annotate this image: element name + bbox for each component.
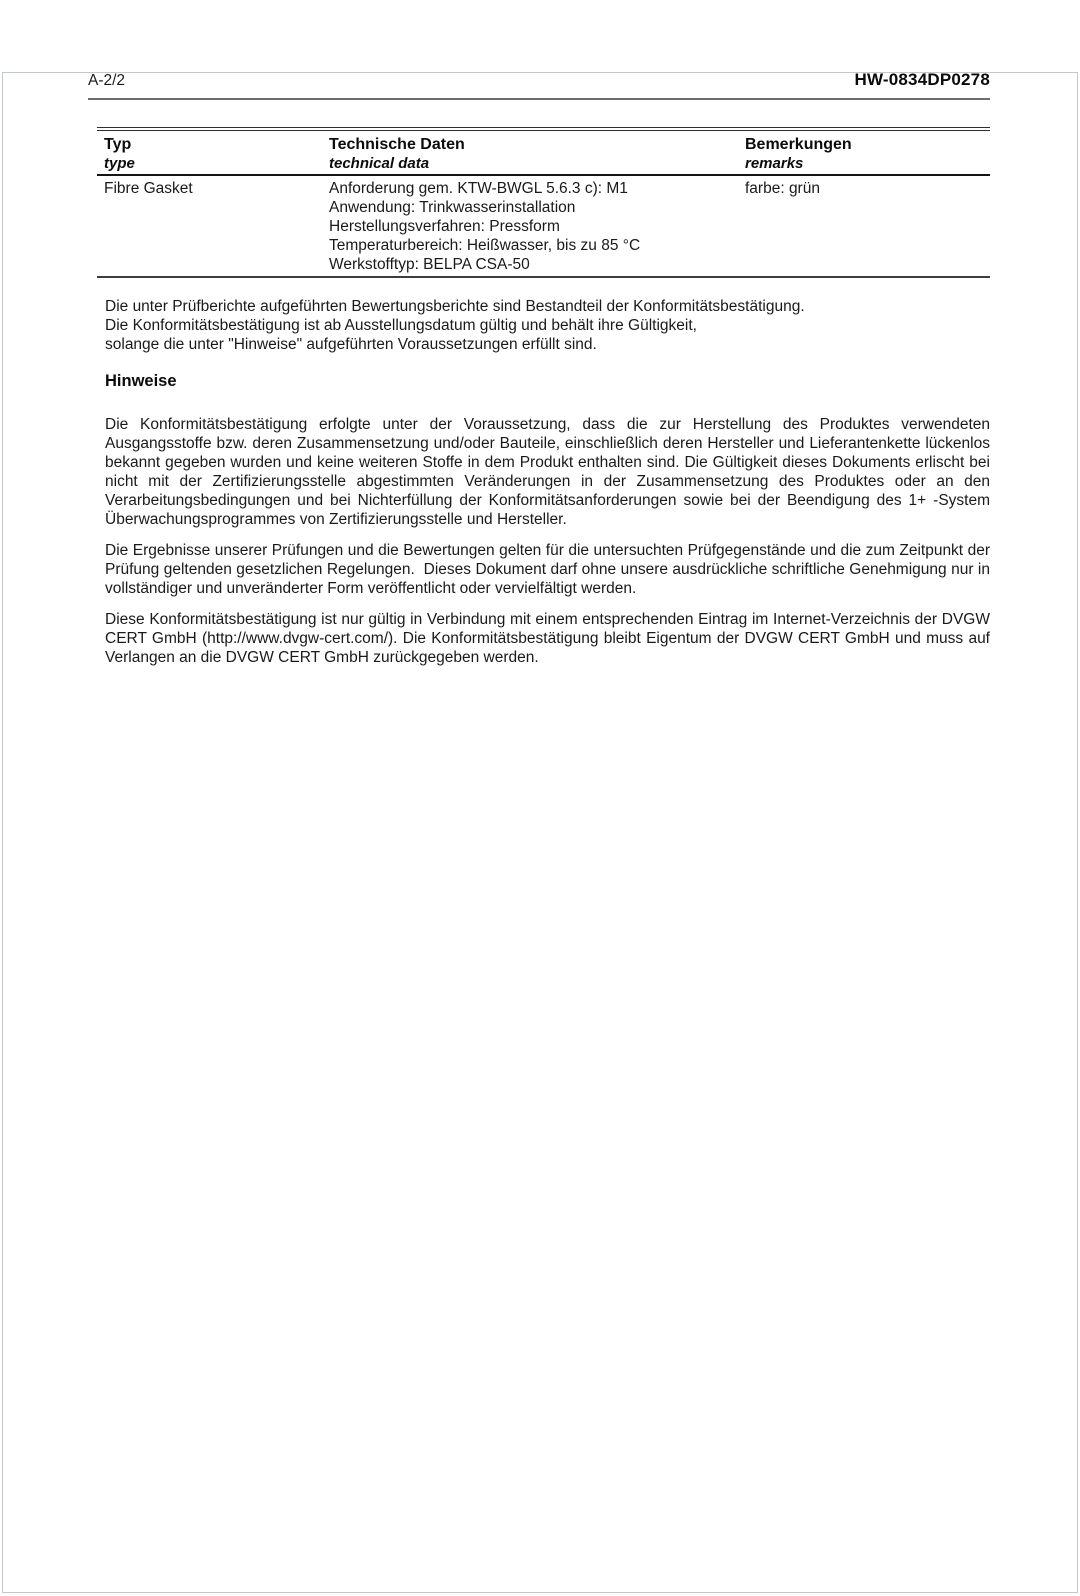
notes-heading: Hinweise	[105, 372, 177, 390]
column-header-bemerkungen	[738, 135, 990, 173]
technical-data-line: Herstellungsverfahren: Pressform	[329, 218, 560, 235]
technical-data-line: Werkstofftyp: BELPA CSA-50	[329, 256, 530, 273]
document-page	[0, 70, 1080, 667]
document-number: HW-0834DP0278	[854, 70, 990, 89]
type-value: Fibre Gasket	[104, 180, 193, 197]
cell-remarks	[738, 179, 990, 274]
page-number-label: A-2/2	[88, 72, 126, 89]
table-bottom-rule	[97, 276, 990, 278]
table-header-row	[97, 131, 990, 174]
notes-paragraph: Diese Konformitätsbestätigung ist nur gültig in Verbindung mit einem entsprechenden Eintrag im Internet-Verzeichnis der DVGW CERT GmbH (http://www.dvgw-cert.com/). Die Konformitätsbestätigung bleibt Eigentum der DVGW CERT GmbH und muss auf Verlangen an die DVGW CERT GmbH zurückgegeben werden.	[105, 611, 990, 666]
column-header-secondary: type	[104, 155, 135, 172]
notes-paragraph: Die Konformitätsbestätigung erfolgte unter der Voraussetzung, dass die zur Herstellung des Produktes verwendeten Ausgangsstoffe bzw. deren Zusammensetzung und/oder Bauteile, einschließlich deren Hersteller und Lieferantenkette lückenlos bekannt gegeben wurden und keine weiteren Stoffe in dem Produkt enthalten sind. Die Gültigkeit dieses Dokuments erlischt bei nicht mit der Zertifizierungsstelle abgestimmten Veränderungen in der Zusammensetzung des Produktes oder an den Verarbeitungsbedingungen und bei Nichterfüllung der Konformitätsanforderungen sowie bei der Beendigung des 1+ -System Überwachungsprogrammes von Zertifizierungsstelle und Hersteller.	[105, 416, 990, 528]
validity-statement	[105, 297, 990, 354]
remarks-value: farbe: grün	[745, 180, 820, 197]
column-header-primary: Technische Daten	[329, 136, 465, 153]
spec-table	[97, 127, 990, 278]
column-header-primary: Bemerkungen	[745, 136, 852, 153]
validity-line: Die Konformitätsbestätigung ist ab Ausstellungsdatum gültig und behält ihre Gültigkeit,	[105, 317, 697, 334]
validity-line: Die unter Prüfberichte aufgeführten Bewertungsberichte sind Bestandteil der Konformitätsbestätigung.	[105, 298, 805, 315]
column-header-secondary: technical data	[329, 155, 430, 172]
cell-technical-data	[322, 179, 738, 274]
technical-data-line: Anforderung gem. KTW-BWGL 5.6.3 c): M1	[329, 180, 628, 197]
column-header-typ	[97, 135, 322, 173]
column-header-primary: Typ	[104, 136, 132, 153]
page-header	[88, 70, 990, 90]
column-header-technische-daten	[322, 135, 738, 173]
column-header-secondary: remarks	[745, 155, 804, 172]
validity-line: solange die unter "Hinweise" aufgeführten Voraussetzungen erfüllt sind.	[105, 336, 597, 353]
technical-data-line: Temperaturbereich: Heißwasser, bis zu 85 °C	[329, 237, 641, 254]
technical-data-line: Anwendung: Trinkwasserinstallation	[329, 199, 576, 216]
table-row	[97, 176, 990, 276]
cell-type	[97, 179, 322, 274]
header-divider	[88, 98, 990, 100]
notes-paragraph: Die Ergebnisse unserer Prüfungen und die Bewertungen gelten für die untersuchten Prüfgegenstände und die zum Zeitpunkt der Prüfung geltenden gesetzlichen Regelungen. Dieses Dokument darf ohne unsere ausdrückliche schriftliche Genehmigung nur in vollständiger und unveränderter Form veröffentlicht oder vervielfältigt werden.	[105, 542, 990, 597]
